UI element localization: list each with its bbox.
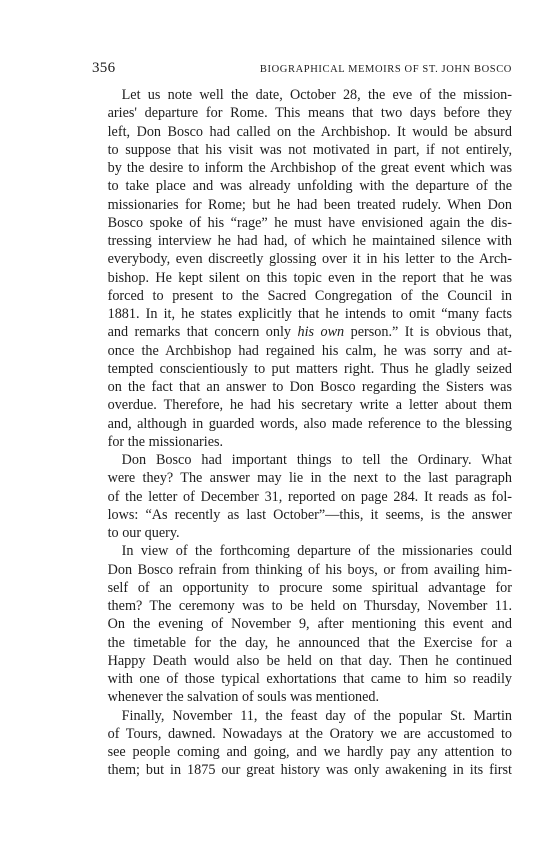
text-line: of the letter of December 31, reported on page 284. It reads as fol- <box>107 488 512 505</box>
paragraph <box>92 542 512 706</box>
text-line: Let us note well the date, October 28, the eve of the mission- <box>121 87 512 103</box>
text-line: left, Don Bosco had called on the Archbishop. It would be absurd <box>107 123 512 140</box>
text-line: forced to present to the Sacred Congregation of the Council in <box>107 287 512 304</box>
text-line: missionaries for Rome; but he had been treated rudely. When Don <box>107 196 512 213</box>
text-line: them? The ceremony was to be held on Thursday, November 11. <box>107 598 512 614</box>
page-header <box>92 60 512 84</box>
text-line: tressing interview he had had, of which he maintained silence with <box>107 233 512 249</box>
text-line: Happy Death would also be held on that day. Then he continued <box>107 652 512 669</box>
text-segment: and remarks that concern only <box>107 324 298 341</box>
text-line: Finally, November 11, the feast day of the popular St. Martin <box>121 707 512 724</box>
text-line: on the fact that an answer to Don Bosco regarding the Sisters was <box>107 379 512 395</box>
book-page <box>92 60 512 780</box>
body-text <box>92 86 512 780</box>
paragraph <box>92 451 512 542</box>
text-line: 1881. In it, he states explicitly that he intends to omit “many facts <box>107 306 512 322</box>
running-head: BIOGRAPHICAL MEMOIRS OF ST. JOHN BOSCO <box>259 64 512 75</box>
text-line: see people coming and going, and we hardly pay any attention to <box>107 744 512 760</box>
emphasis-text: his own <box>297 324 345 341</box>
text-line: the timetable for the day, he announced that the Exercise for a <box>107 634 512 651</box>
text-line: with one of those typical exhortations that came to him so readily <box>107 671 512 687</box>
text-line: In view of the forthcoming departure of the missionaries could <box>121 543 512 560</box>
text-line: to suppose that his visit was not motivated in part, if not entirely, <box>107 141 512 158</box>
paragraph <box>92 707 512 780</box>
text-line: Don Bosco had important things to tell the Ordinary. What <box>121 452 512 468</box>
text-line: bishop. He kept silent on this topic even in the report that he was <box>107 269 512 286</box>
text-line: for the missionaries. <box>107 433 224 450</box>
text-line: of Tours, dawned. Nowadays at the Oratory we are accustomed to <box>107 725 512 742</box>
text-line: lows: “As recently as last October”—this, it seems, is the answer <box>107 506 512 523</box>
text-segment: person.” It is obvious that, <box>344 324 512 341</box>
text-line: overdue. Therefore, he had his secretary write a letter about them <box>107 397 512 414</box>
text-line: them; but in 1875 our great history was only awakening in its first <box>107 762 512 779</box>
text-line: to take place and was already unfolding with the departure of the <box>107 178 512 195</box>
text-line: tempted conscientiously to put matters right. Thus he gladly seized <box>107 360 512 377</box>
text-line: and, although in guarded words, also made reference to the blessing <box>107 415 512 432</box>
text-line: to our query. <box>107 525 180 541</box>
text-line: aries' departure for Rome. This means that two days before they <box>107 105 512 122</box>
text-line: everybody, even discreetly glossing over it in his letter to the Arch- <box>107 251 512 268</box>
text-line: once the Archbishop had regained his calm, he was sorry and at- <box>107 342 512 359</box>
page-number: 356 <box>92 60 116 76</box>
text-line: were they? The answer may lie in the next to the last paragraph <box>107 470 512 487</box>
text-line: Don Bosco refrain from thinking of his boys, or from availing him- <box>107 561 512 578</box>
text-line: by the desire to inform the Archbishop of the great event which was <box>107 160 512 176</box>
text-line: Bosco spoke of his “rage” he must have envisioned again the dis- <box>107 214 512 231</box>
text-line-with-emphasis <box>92 323 512 341</box>
text-line: self of an opportunity to procure some spiritual advantage for <box>107 579 512 596</box>
paragraph <box>92 86 512 451</box>
text-line: whenever the salvation of souls was mentioned. <box>107 689 380 706</box>
text-line: On the evening of November 9, after mentioning this event and <box>107 616 512 633</box>
